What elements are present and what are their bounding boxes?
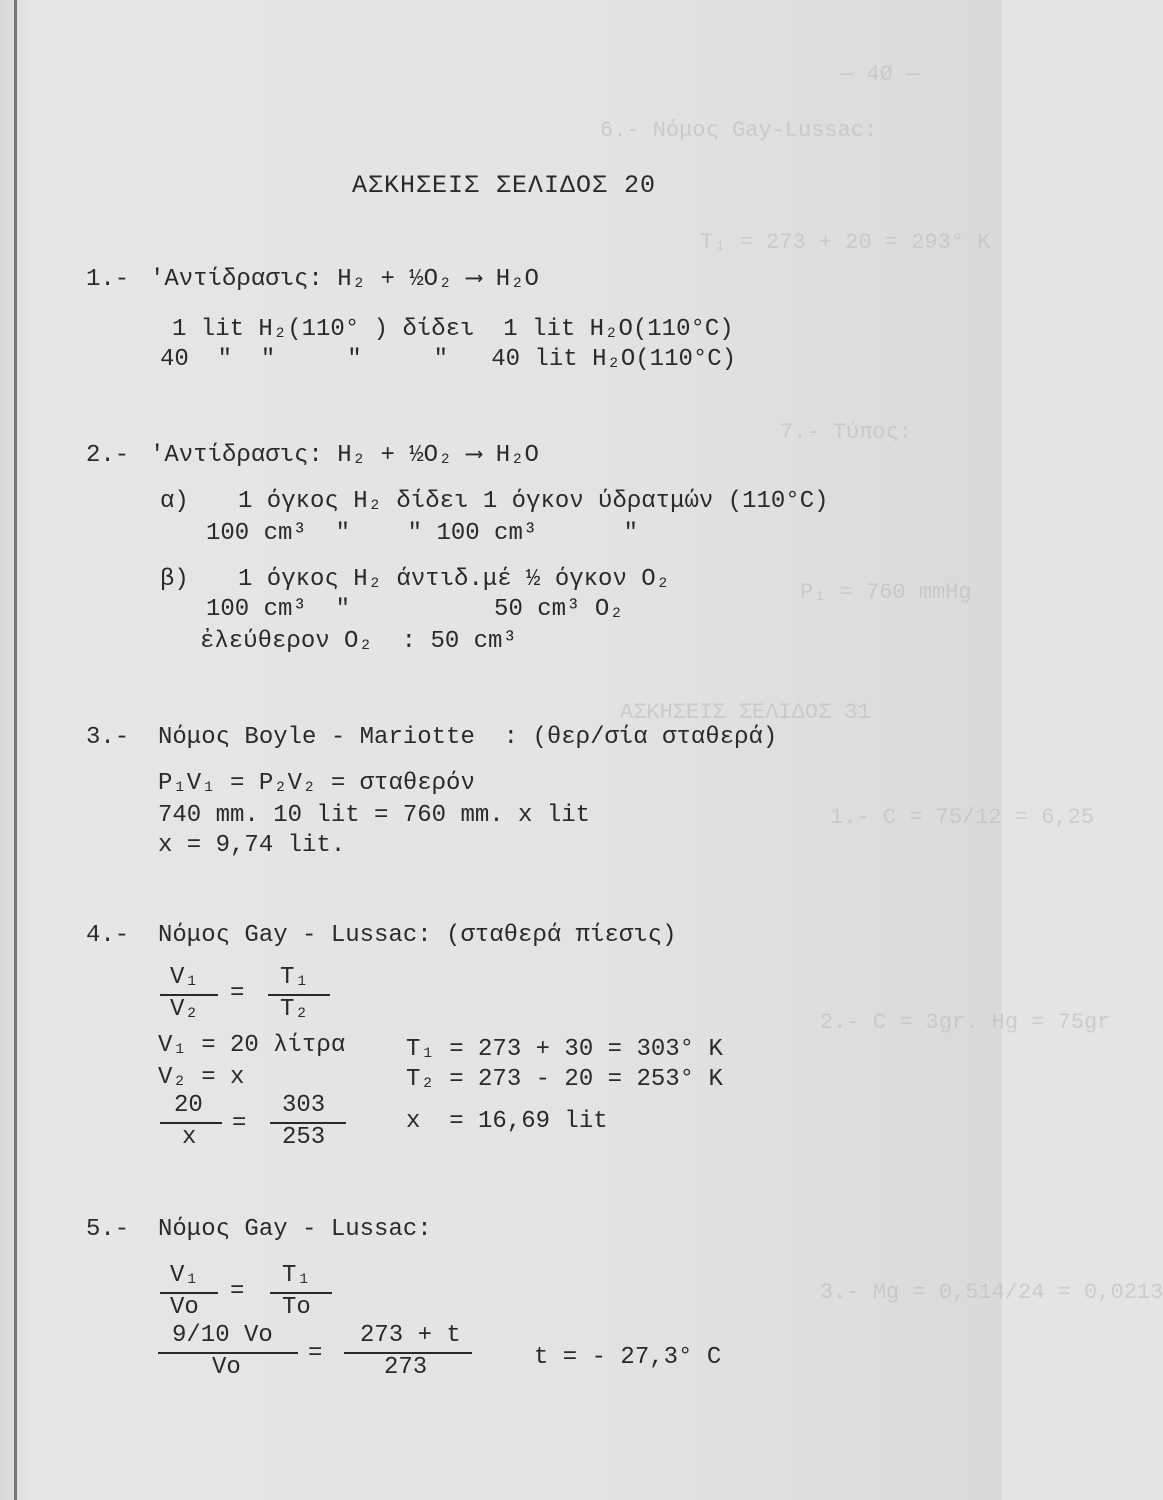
- fraction-numerator-left: 9/10 Vo: [172, 1322, 273, 1349]
- fraction-numerator-right: 273 + t: [360, 1322, 461, 1349]
- page: — 4Ø — 6.- Νόμος Gay-Lussac: T₁ = 273 + 20 = 293° K 7.- Τύπος: P₁ = 760 mmHg ΑΣΚΗΣΕΙΣ ΣΕΛΙΔΟΣ 31 1.- C = 75/12 = 6,25 2.- C = 3gr. Hg = 75gr 3.- Mg = 0,514/24 = 0,0213 ΑΣΚΗΣΕΙΣ ΣΕΛΙΔΟΣ 20 1.- 'Αντίδρασις: H₂ + ½O₂ ⟶ H₂O 1 lit H₂(110° ) δίδει 1 lit H₂O(110°C) 40 " " " " 40 lit H₂O(110°C) 2.- 'Αντίδρασις: H₂ + ½O₂ ⟶ H₂O α) 1 όγκος H₂ δίδει 1 όγκον ύδρατμών (110°C) 100 cm³ " " 100 cm³ " β) 1 όγκος H₂ άντιδ.μέ ½ όγκον O₂ 100 cm³ " 50 cm³ O₂ ἐλεύθερον O₂ : 50 cm³ 3.- Νόμος Boyle - Mariotte : (θερ/σία σταθερά) P₁V₁ = P₂V₂ = σταθερόν 740 mm. 10 lit = 760 mm. x lit x = 9,74 lit. 4.- Νόμος Gay - Lussac: (σταθερά πίεσις) V₁ V₂ = T₁ T₂ V₁ = 20 λίτρα V₂ = x T₁ = 273 + 30 = 303° K T₂ = 273 - 20 = 253° K 20 x = 303 253 x = 16,69 lit 5.- Νόμος Gay - Lussac: V₁ Vo = T₁ To 9/10 Vo Vo = 273 + t 273 t = - 27,3° C: [0, 0, 1002, 1500]
- binding-edge: [14, 0, 17, 1500]
- exercise-1-reaction: 'Αντίδρασις: H₂ + ½O₂ ⟶ H₂O: [150, 266, 539, 293]
- exercise-2b-line-2: 100 cm³ " 50 cm³ O₂: [206, 596, 624, 623]
- fraction-v1: V₁: [170, 1262, 199, 1289]
- exercise-2a-line-2: 100 cm³ " " 100 cm³ ": [206, 520, 639, 547]
- fraction-303: 303: [282, 1092, 326, 1119]
- exercise-3-heading: Νόμος Boyle - Mariotte : (θερ/σία σταθερά): [158, 724, 778, 751]
- fraction-denominator-left: Vo: [212, 1354, 241, 1381]
- exercise-3-number: 3.-: [86, 724, 130, 751]
- fraction-v1: V₁: [170, 964, 199, 991]
- exercise-3-line-3: x = 9,74 lit.: [158, 832, 346, 859]
- exercise-5-result: t = - 27,3° C: [534, 1344, 722, 1371]
- fraction-253: 253: [282, 1124, 326, 1151]
- exercise-2a-label: α): [160, 488, 189, 515]
- exercise-2-number: 2.-: [86, 442, 130, 469]
- exercise-2b-line-3: ἐλεύθερον O₂ : 50 cm³: [200, 628, 517, 655]
- exercise-2-reaction: 'Αντίδρασις: H₂ + ½O₂ ⟶ H₂O: [150, 442, 539, 469]
- exercise-2b-line-1: 1 όγκος H₂ άντιδ.μέ ½ όγκον O₂: [238, 566, 671, 593]
- t2-line: T₂ = 273 - 20 = 253° K: [406, 1066, 723, 1093]
- fraction-20: 20: [174, 1092, 203, 1119]
- exercise-1-line-1: 1 lit H₂(110° ) δίδει 1 lit H₂O(110°C): [172, 316, 734, 343]
- exercise-4-result: x = 16,69 lit: [406, 1108, 608, 1135]
- exercise-2a-line-1: 1 όγκος H₂ δίδει 1 όγκον ύδρατμών (110°C): [238, 488, 829, 515]
- fraction-t2: T₂: [280, 996, 309, 1023]
- exercise-5-number: 5.-: [86, 1216, 130, 1243]
- page-title: ΑΣΚΗΣΕΙΣ ΣΕΛΙΔΟΣ 20: [352, 171, 657, 200]
- exercise-1-number: 1.-: [86, 266, 130, 293]
- v1-line: V₁ = 20 λίτρα: [158, 1032, 346, 1059]
- fraction-t1: T₁: [282, 1262, 311, 1289]
- fraction-to: To: [282, 1294, 311, 1321]
- exercise-4-heading: Νόμος Gay - Lussac: (σταθερά πίεσις): [158, 922, 677, 949]
- fraction-v2: V₂: [170, 996, 199, 1023]
- exercise-1-line-2: 40 " " " " 40 lit H₂O(110°C): [160, 346, 737, 373]
- t1-line: T₁ = 273 + 30 = 303° K: [406, 1036, 723, 1063]
- exercise-3-line-1: P₁V₁ = P₂V₂ = σταθερόν: [158, 770, 475, 797]
- v2-line: V₂ = x: [158, 1064, 245, 1091]
- exercise-3-line-2: 740 mm. 10 lit = 760 mm. x lit: [158, 802, 591, 829]
- fraction-denominator-right: 273: [384, 1354, 428, 1381]
- fraction-vo: Vo: [170, 1294, 199, 1321]
- exercise-5-heading: Νόμος Gay - Lussac:: [158, 1216, 432, 1243]
- exercise-2b-label: β): [160, 566, 189, 593]
- fraction-t1: T₁: [280, 964, 309, 991]
- fraction-x: x: [182, 1124, 197, 1151]
- exercise-4-number: 4.-: [86, 922, 130, 949]
